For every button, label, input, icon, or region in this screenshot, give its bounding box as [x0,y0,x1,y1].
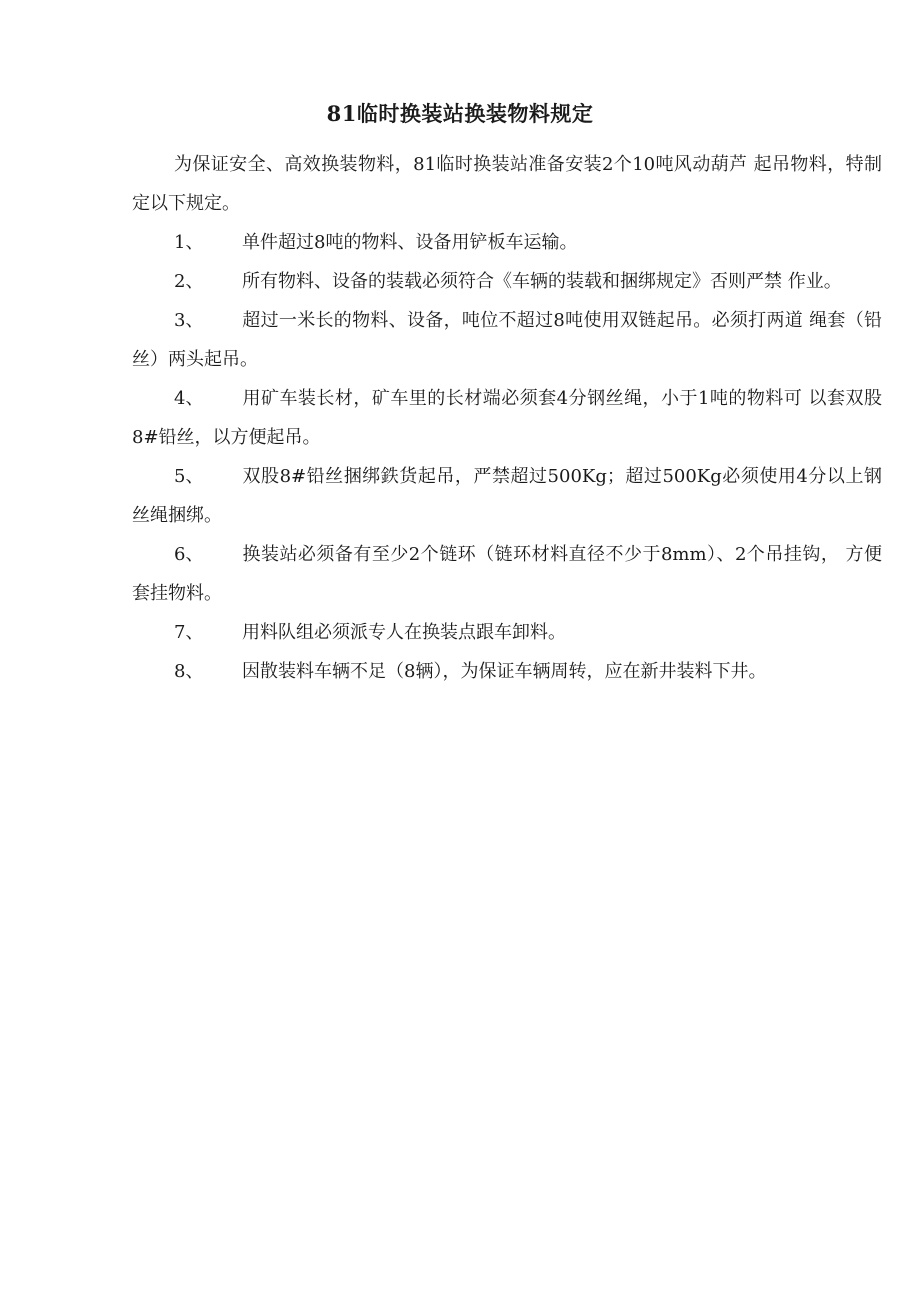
rule-number: 1、 [174,232,204,253]
rule-item-4 [132,379,882,457]
rule-text: 单件超过8吨的物料、设备用铲板车运输。 [242,232,578,253]
rule-item-5 [132,457,882,535]
rule-item-1 [132,223,882,262]
rule-number: 6、 [174,544,204,565]
rule-text: 双股8#铅丝捆绑鉄货起吊，严禁超过500Kg；超过500Kg必须使用4分以上钢丝绳捆绑。 [132,466,882,526]
rule-text: 因散装料车辆不足（8辆），为保证车辆周转，应在新井装料下井。 [242,661,767,682]
rule-number: 4、 [174,388,204,409]
rule-text: 所有物料、设备的装载必须符合《车辆的装载和捆绑规定》否则严禁 作业。 [242,271,842,292]
rule-number: 5、 [174,466,204,487]
rule-item-7 [132,613,882,652]
rule-text: 用矿车装长材，矿车里的长材端必须套4分钢丝绳，小于1吨的物料可 以套双股8#铅丝，以方便起吊。 [132,388,882,448]
rule-item-6 [132,535,882,613]
rule-number: 2、 [174,271,204,292]
rule-item-8 [132,652,882,691]
rule-number: 3、 [174,310,204,331]
rule-number: 8、 [174,661,204,682]
rule-text: 用料队组必须派专人在换装点跟车卸料。 [242,622,566,643]
rule-text: 超过一米长的物料、设备，吨位不超过8吨使用双链起吊。必须打两道 绳套（铅丝）两头起吊。 [132,310,882,370]
intro-paragraph: 为保证安全、高效换装物料，81临时换装站准备安装2个10吨风动葫芦 起吊物料，特制定以下规定。 [132,154,882,214]
rule-item-3 [132,301,882,379]
rule-item-2 [132,262,882,301]
document-title: 81临时换装站换装物料规定 [326,101,594,126]
document-body [132,145,882,691]
rule-text: 换装站必须备有至少2个链环（链环材料直径不少于8mm）、2个吊挂钩， 方便套挂物料。 [132,544,882,604]
rule-number: 7、 [174,622,204,643]
